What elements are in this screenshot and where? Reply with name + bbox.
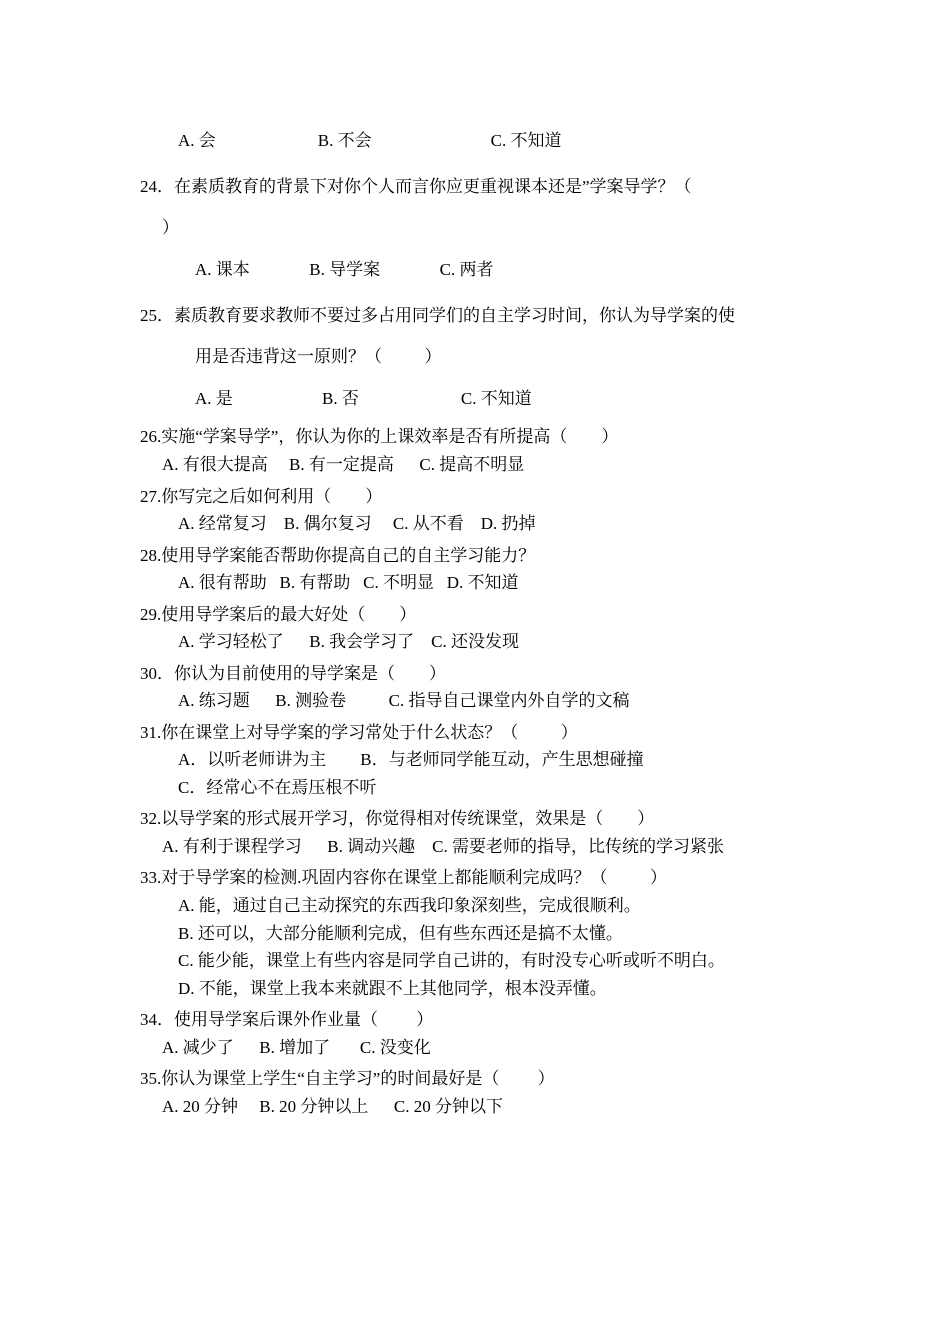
question-34-number: 34．: [140, 1010, 174, 1030]
question-24-options: A. 课本 B. 导学案 C. 两者: [195, 259, 494, 279]
question-35-options: A. 20 分钟 B. 20 分钟以上 C. 20 分钟以下: [162, 1096, 503, 1116]
question-35-number: 35.: [140, 1069, 162, 1089]
question-28-body: 使用导学案能否帮助你提高自己的自主学习能力？: [161, 545, 536, 565]
question-27-body: 你写完之后如何利用（ ）: [161, 486, 383, 506]
question-29: [140, 601, 840, 656]
question-33-body: 对于导学案的检测.巩固内容你在课堂上都能顺利完成吗？（ ）: [161, 868, 667, 888]
question-32-body: 以导学案的形式展开学习，你觉得相对传统课堂，效果是（ ）: [161, 809, 655, 829]
question-29-text: [140, 601, 840, 629]
question-35-text: [140, 1065, 840, 1093]
question-32-options: A. 有利于课程学习 B. 调动兴趣 C. 需要老师的指导，比传统的学习紧张: [162, 836, 724, 856]
question-27-number: 27.: [140, 486, 162, 506]
carryover-options: A. 会 B. 不会 C. 不知道: [178, 131, 562, 150]
question-31-text: [140, 719, 840, 747]
question-34-options: A. 减少了 B. 增加了 C. 没变化: [162, 1037, 431, 1057]
question-24-number: 24．: [140, 176, 174, 196]
question-28-text: [140, 542, 840, 570]
question-24-body: 在素质教育的背景下对你个人而言你应更重视课本还是”学案导学？（: [174, 176, 692, 196]
question-28-number: 28.: [140, 545, 162, 565]
question-29-body: 使用导学案后的最大好处（ ）: [161, 604, 417, 624]
question-31-body: 你在课堂上对导学案的学习常处于什么状态？（ ）: [161, 722, 578, 742]
question-33-text: [140, 864, 840, 892]
question-26-number: 26.: [140, 427, 162, 447]
question-26-body: 实施“学案导学”，你认为你的上课效率是否有所提高（ ）: [161, 427, 619, 447]
question-27-text: [140, 483, 840, 511]
question-33-options: A. 能，通过自己主动探究的东西我印象深刻些，完成很顺利。: [178, 895, 641, 915]
question-33: [140, 864, 840, 1002]
question-25-number: 25．: [140, 305, 174, 325]
question-25-body: 素质教育要求教师不要过多占用同学们的自主学习时间，你认为导学案的使: [174, 305, 735, 325]
question-34-body: 使用导学案后课外作业量（ ）: [174, 1010, 434, 1030]
question-26: [140, 423, 840, 478]
question-24: [140, 166, 840, 291]
question-34-text: [140, 1006, 840, 1034]
question-32-number: 32.: [140, 809, 162, 829]
question-30-text: [140, 660, 840, 688]
question-31-number: 31.: [140, 722, 162, 742]
question-32-text: [140, 805, 840, 833]
question-26-options: A. 有很大提高 B. 有一定提高 C. 提高不明显: [162, 455, 525, 475]
question-24-text-cont: ）: [162, 218, 179, 238]
question-35: [140, 1065, 840, 1120]
question-33-options-4: D. 不能，课堂上我本来就跟不上其他同学，根本没弄懂。: [178, 978, 607, 998]
question-31: [140, 719, 840, 802]
carryover-options-block: [140, 120, 840, 162]
question-28-options: A. 很有帮助 B. 有帮助 C. 不明显 D. 不知道: [178, 573, 519, 593]
question-30: [140, 660, 840, 715]
question-30-body: 你认为目前使用的导学案是（ ）: [174, 663, 446, 683]
question-28: [140, 542, 840, 597]
question-25: [140, 295, 840, 420]
question-30-options: A. 练习题 B. 测验卷 C. 指导自己课堂内外自学的文稿: [178, 691, 630, 711]
question-27-options: A. 经常复习 B. 偶尔复习 C. 从不看 D. 扔掉: [178, 514, 536, 534]
question-29-options: A. 学习轻松了 B. 我会学习了 C. 还没发现: [178, 632, 519, 652]
question-33-options-2: B. 还可以，大部分能顺利完成，但有些东西还是搞不太懂。: [178, 923, 623, 943]
question-24-text: [140, 166, 840, 208]
question-31-options-2: C．经常心不在焉压根不听: [178, 777, 377, 797]
question-33-options-3: C. 能少能，课堂上有些内容是同学自己讲的，有时没专心听或听不明白。: [178, 951, 725, 971]
question-27: [140, 483, 840, 538]
questions-tight-group: [140, 423, 840, 1120]
question-25-options: A. 是 B. 否 C. 不知道: [195, 388, 532, 408]
question-25-text-cont: 用是否违背这一原则？（ ）: [195, 347, 442, 367]
question-30-number: 30．: [140, 663, 174, 683]
question-25-text: [140, 295, 840, 337]
question-33-number: 33.: [140, 868, 162, 888]
question-29-number: 29.: [140, 604, 162, 624]
question-34: [140, 1006, 840, 1061]
questionnaire-body: [140, 120, 840, 1120]
question-35-body: 你认为课堂上学生“自主学习”的时间最好是（ ）: [161, 1069, 555, 1089]
question-26-text: [140, 423, 840, 451]
question-32: [140, 805, 840, 860]
question-31-options: A．以听老师讲为主 B．与老师同学能互动，产生思想碰撞: [178, 750, 644, 770]
